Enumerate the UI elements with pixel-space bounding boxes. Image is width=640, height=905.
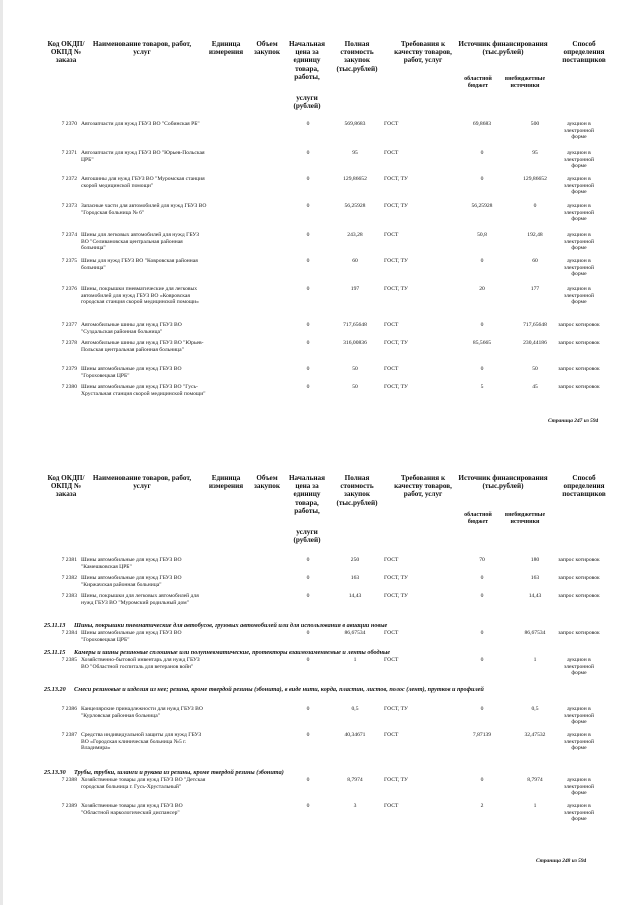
quality-requirements: ГОСТ (384, 732, 399, 738)
total-cost: 243,28 (347, 232, 363, 238)
order-number: 7 2377 (61, 322, 77, 328)
order-number: 7 2380 (61, 384, 77, 390)
section-title: Трубы, трубки, шланги и рукава из резины, кроме твердой резины (эбонита) (74, 769, 284, 776)
header-offbudget: внебюджетные источники (504, 76, 546, 89)
regional-budget: 0 (480, 366, 484, 372)
unit-price: 0 (306, 384, 310, 390)
item-name: Хозяйственно-бытовой инвентарь для нужд ГБУЗ ВО "Областной госпиталь для ветеранов войн" (81, 657, 200, 670)
section-code: 25.11.15 (44, 649, 66, 656)
total-cost: 40,34671 (344, 732, 366, 738)
section-code: 25.13.30 (44, 769, 66, 776)
procurement-method: аукцион в электронной форме (563, 176, 595, 195)
header-unit: Единица измерения (208, 474, 244, 491)
total-cost: 197 (350, 286, 360, 292)
unit-price: 0 (306, 593, 310, 599)
unit-price: 0 (306, 286, 310, 292)
regional-budget: 0 (480, 657, 484, 663)
quality-requirements: ГОСТ (384, 121, 399, 127)
unit-price: 0 (306, 176, 310, 182)
unit-price: 0 (306, 557, 310, 563)
header-source: Источник финансирования (тыс.рублей) (458, 474, 548, 491)
regional-budget: 20 (479, 286, 485, 292)
quality-requirements: ГОСТ (384, 322, 399, 328)
total-cost: 316,00836 (343, 340, 367, 346)
header-method: Способ определения поставщиков (562, 474, 606, 499)
order-number: 7 2386 (61, 706, 77, 712)
regional-budget: 0 (480, 150, 484, 156)
item-name: Канцелярские принадлежности для нужд ГБУЗ ВО "Курловская районная больница" (81, 706, 203, 719)
unit-price: 0 (306, 732, 310, 738)
item-name: Хозяйственные товары для нужд ГБУЗ ВО "Детская городская больница г. Гусь-Хрустальный" (81, 777, 206, 790)
off-budget: 1 (533, 657, 537, 663)
header-unit: Единица измерения (208, 40, 244, 57)
quality-requirements: ГОСТ (384, 150, 399, 156)
unit-price: 0 (306, 575, 310, 581)
order-number: 7 2378 (61, 340, 77, 346)
item-name: Шины, покрышки для легковых автомобилей для нужд ГБУЗ ВО "Муромский родильный дом" (81, 593, 199, 606)
total-cost: 50 (352, 384, 358, 390)
quality-requirements: ГОСТ, ТУ (384, 340, 408, 346)
order-number: 7 2389 (61, 803, 77, 809)
header-total: Полная стоимость закупок (тыс.рублей) (336, 40, 378, 73)
total-cost: 569,8683 (344, 121, 366, 127)
section-code: 25.13.20 (44, 686, 66, 693)
regional-budget: 2 (480, 803, 484, 809)
procurement-method: аукцион в электронной форме (563, 286, 595, 305)
off-budget: 50 (532, 366, 538, 372)
procurement-method: аукцион в электронной форме (563, 203, 595, 222)
unit-price: 0 (306, 203, 310, 209)
quality-requirements: ГОСТ, ТУ (384, 286, 408, 292)
header-offbudget: внебюджетные источники (504, 512, 546, 525)
regional-budget: 0 (480, 630, 484, 636)
off-budget: 60 (532, 258, 538, 264)
regional-budget: 7,87139 (472, 732, 492, 738)
page-footer: Страница 247 из 594 (548, 418, 599, 424)
item-name: Шины автомобильные для нужд ГБУЗ ВО "Киржачская районная больница" (81, 575, 182, 588)
order-number: 7 2384 (61, 630, 77, 636)
unit-price: 0 (306, 366, 310, 372)
off-budget: 129,86652 (523, 176, 547, 182)
total-cost: 56,25928 (344, 203, 366, 209)
page-footer: Страница 248 из 594 (536, 858, 587, 864)
order-number: 7 2371 (61, 150, 77, 156)
order-number: 7 2375 (61, 258, 77, 264)
order-number: 7 2382 (61, 575, 77, 581)
unit-price: 0 (306, 706, 310, 712)
quality-requirements: ГОСТ (384, 657, 399, 663)
regional-budget: 0 (480, 593, 484, 599)
header-requirements: Требования к качеству товаров, работ, услуг (394, 474, 452, 499)
item-name: Автомобильные шины для нужд ГБУЗ ВО "Юрьев-Польская центральная районная больница" (81, 340, 204, 353)
item-name: Шины, покрышки пневматические для легковых автомобилей для нужд ГБУЗ ВО «Ковровская городская станция скорой медицинской помощи» (81, 286, 199, 305)
header-source: Источник финансирования (тыс.рублей) (458, 40, 548, 57)
unit-price: 0 (306, 121, 310, 127)
quality-requirements: ГОСТ, ТУ (384, 384, 408, 390)
section-heading (44, 649, 604, 656)
quality-requirements: ГОСТ, ТУ (384, 575, 408, 581)
order-number: 7 2381 (61, 557, 77, 563)
off-budget: 8,7974 (527, 777, 543, 783)
order-number: 7 2379 (61, 366, 77, 372)
unit-price: 0 (306, 232, 310, 238)
header-name: Наименование товаров, работ, услуг (92, 474, 192, 491)
item-name: Шины автомобильные для нужд ГБУЗ ВО "Гусь-Хрустальная станция скорой медицинской помощи" (81, 384, 206, 397)
total-cost: 8,7974 (347, 777, 363, 783)
regional-budget: 85,5665 (472, 340, 492, 346)
section-title: Смеси резиновые и изделия из нее; резина, кроме твердой резины (эбонита), в виде нити, корда, пластин, листов, полос (лент), прутков и профилей (74, 686, 484, 693)
regional-budget: 0 (480, 777, 484, 783)
order-number: 7 2373 (61, 203, 77, 209)
item-name: Шины автомобильные для нужд ГБУЗ ВО "Гороховецкая ЦРБ" (81, 630, 182, 643)
header-requirements: Требования к качеству товаров, работ, услуг (394, 40, 452, 65)
total-cost: 86,67534 (344, 630, 366, 636)
regional-budget: 0 (480, 575, 484, 581)
item-name: Запасные части для автомобилей для нужд ГБУЗ ВО "Городская больница № 6" (81, 203, 207, 216)
off-budget: 32,47532 (524, 732, 546, 738)
header-price-units: услуги (рублей) (293, 94, 321, 111)
total-cost: 0,5 (351, 706, 359, 712)
regional-budget: 56,25928 (471, 203, 493, 209)
procurement-method: аукцион в электронной форме (563, 706, 595, 725)
section-heading (44, 622, 604, 629)
quality-requirements: ГОСТ, ТУ (384, 706, 408, 712)
quality-requirements: ГОСТ, ТУ (384, 777, 408, 783)
procurement-method: аукцион в электронной форме (563, 657, 595, 676)
unit-price: 0 (306, 803, 310, 809)
quality-requirements: ГОСТ (384, 557, 399, 563)
procurement-method: запрос котировок (558, 557, 600, 563)
total-cost: 129,86652 (343, 176, 367, 182)
header-code: Код ОКДП/ ОКПД № заказа (47, 40, 85, 65)
unit-price: 0 (306, 630, 310, 636)
item-name: Автомобильные шины для нужд ГБУЗ ВО "Суздальская районная больница" (81, 322, 182, 335)
total-cost: 163 (350, 575, 360, 581)
off-budget: 717,65648 (523, 322, 547, 328)
header-code: Код ОКДП/ ОКПД № заказа (47, 474, 85, 499)
order-number: 7 2374 (61, 232, 77, 238)
order-number: 7 2385 (61, 657, 77, 663)
procurement-method: аукцион в электронной форме (563, 803, 595, 822)
total-cost: 250 (350, 557, 360, 563)
quality-requirements: ГОСТ, ТУ (384, 593, 408, 599)
unit-price: 0 (306, 322, 310, 328)
procurement-method: запрос котировок (558, 575, 600, 581)
total-cost: 95 (352, 150, 358, 156)
procurement-method: запрос котировок (558, 322, 600, 328)
section-title: Камеры и шины резиновые сплошные или полупневматические, протекторы взаимозаменяемые и ленты ободные (74, 649, 391, 656)
quality-requirements: ГОСТ (384, 232, 399, 238)
header-price: Начальная цена за единицу товара, работы, (288, 40, 326, 81)
procurement-method: запрос котировок (558, 630, 600, 636)
order-number: 7 2372 (61, 176, 77, 182)
off-budget: 86,67534 (524, 630, 546, 636)
header-total: Полная стоимость закупок (тыс.рублей) (336, 474, 378, 507)
item-name: Хозяйственные товары для нужд ГБУЗ ВО "Областной наркологический диспансер" (81, 803, 183, 816)
total-cost: 3 (353, 803, 357, 809)
section-heading (44, 769, 604, 776)
quality-requirements: ГОСТ, ТУ (384, 176, 408, 182)
procurement-method: аукцион в электронной форме (563, 732, 595, 751)
quality-requirements: ГОСТ (384, 803, 399, 809)
quality-requirements: ГОСТ (384, 630, 399, 636)
off-budget: 192,48 (527, 232, 543, 238)
order-number: 7 2388 (61, 777, 77, 783)
section-heading (44, 686, 604, 693)
off-budget: 230,44186 (523, 340, 547, 346)
off-budget: 163 (530, 575, 540, 581)
item-name: Автошины для нужд ГБУЗ ВО "Муромская станция скорой медицинской помощи" (81, 176, 205, 189)
off-budget: 14,43 (528, 593, 542, 599)
regional-budget: 50,8 (477, 232, 487, 238)
unit-price: 0 (306, 657, 310, 663)
regional-budget: 70 (479, 557, 485, 563)
header-volume: Объем закупок (254, 40, 280, 57)
off-budget: 0 (533, 203, 537, 209)
regional-budget: 0 (480, 258, 484, 264)
procurement-method: аукцион в электронной форме (563, 121, 595, 140)
total-cost: 717,65648 (343, 322, 367, 328)
unit-price: 0 (306, 150, 310, 156)
procurement-method: запрос котировок (558, 384, 600, 390)
section-title: Шины, покрышки пневматические для автобусов, грузовых автомобилей или для использования в авиации новые (74, 622, 388, 629)
quality-requirements: ГОСТ, ТУ (384, 203, 408, 209)
off-budget: 0,5 (531, 706, 539, 712)
header-volume: Объем закупок (254, 474, 280, 491)
off-budget: 1 (533, 803, 537, 809)
header-name: Наименование товаров, работ, услуг (92, 40, 192, 57)
off-budget: 177 (530, 286, 540, 292)
item-name: Шины для нужд ГБУЗ ВО "Ковровская районная больница" (81, 258, 198, 271)
procurement-method: аукцион в электронной форме (563, 150, 595, 169)
header-price-units: услуги (рублей) (293, 528, 321, 545)
total-cost: 60 (352, 258, 358, 264)
off-budget: 95 (532, 150, 538, 156)
order-number: 7 2376 (61, 286, 77, 292)
item-name: Шины автомобильные для нужд ГБУЗ ВО "Гороховецкая ЦРБ" (81, 366, 182, 379)
procurement-method: запрос котировок (558, 340, 600, 346)
item-name: Автозапчасти для нужд ГБУЗ ВО "Собинская РБ" (81, 121, 200, 127)
total-cost: 1 (353, 657, 357, 663)
quality-requirements: ГОСТ, ТУ (384, 258, 408, 264)
order-number: 7 2383 (61, 593, 77, 599)
unit-price: 0 (306, 340, 310, 346)
off-budget: 180 (530, 557, 540, 563)
header-price: Начальная цена за единицу товара, работы, (288, 474, 326, 515)
regional-budget: 0 (480, 176, 484, 182)
regional-budget: 69,8683 (472, 121, 492, 127)
total-cost: 50 (352, 366, 358, 372)
item-name: Шины автомобильные для нужд ГБУЗ ВО "Камешковская ЦРБ" (81, 557, 182, 570)
item-name: Автозапчасти для нужд ГБУЗ ВО "Юрьев-Польская ЦРБ" (81, 150, 205, 163)
header-method: Способ определения поставщиков (562, 40, 606, 65)
order-number: 7 2387 (61, 732, 77, 738)
regional-budget: 0 (480, 706, 484, 712)
header-regional: областной бюджет (464, 512, 492, 525)
procurement-method: аукцион в электронной форме (563, 258, 595, 277)
regional-budget: 5 (480, 384, 484, 390)
procurement-method: аукцион в электронной форме (563, 232, 595, 251)
header-regional: областной бюджет (464, 76, 492, 89)
item-name: Шины для легковых автомобилей для нужд ГБУЗ ВО "Селивановская центральная районная больница" (81, 232, 200, 251)
unit-price: 0 (306, 777, 310, 783)
procurement-method: запрос котировок (558, 593, 600, 599)
off-budget: 500 (530, 121, 540, 127)
regional-budget: 0 (480, 322, 484, 328)
item-name: Средства индивидуальной защиты для нужд ГБУЗ ВО «Городская клиническая больница №5 г. Владимира» (81, 732, 202, 751)
total-cost: 14,43 (348, 593, 362, 599)
order-number: 7 2370 (61, 121, 77, 127)
unit-price: 0 (306, 258, 310, 264)
off-budget: 45 (532, 384, 538, 390)
procurement-method: аукцион в электронной форме (563, 777, 595, 796)
quality-requirements: ГОСТ (384, 366, 399, 372)
procurement-method: запрос котировок (558, 366, 600, 372)
section-code: 25.11.13 (44, 622, 66, 629)
